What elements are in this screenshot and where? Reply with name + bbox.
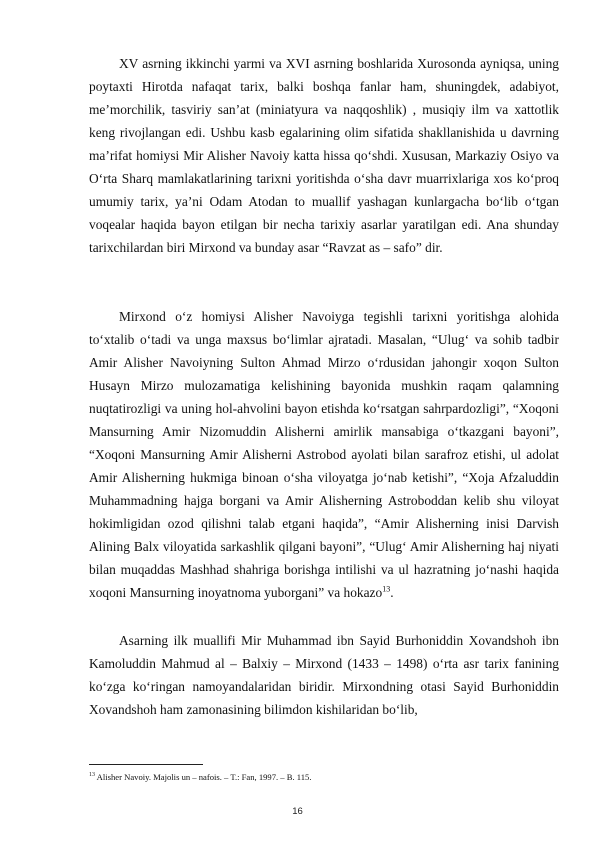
paragraph-3-block — [89, 629, 559, 721]
footnote-number: 13 — [89, 772, 95, 779]
page-number: 16 — [292, 806, 303, 817]
paragraph-2-end: . — [390, 585, 394, 600]
paragraph-1-block — [89, 52, 559, 259]
footnote — [89, 771, 559, 783]
footnote-reference[interactable]: 13 — [382, 584, 391, 594]
footnote-separator — [89, 764, 203, 765]
paragraph-2 — [89, 305, 559, 604]
paragraph-3: Asarning ilk muallifi Mir Muhammad ibn Sayid Burhoniddin Xovandshoh ibn Kamoluddin Mahmud al – Balxiy – Mirxond (1433 – 1498) o‘rta asr tarix fanining ko‘zga ko‘ringan namoyandalaridan biridir. Mirxondning otasi Sayid Burhoniddin Xovandshoh ham zamonasining bilimdon kishilaridan bo‘lib, — [89, 633, 559, 717]
paragraph-1: XV asrning ikkinchi yarmi va XVI asrning boshlarida Xurosonda ayniqsa, uning poytaxti Hirotda nafaqat tarix, balki boshqa fanlar ham, shuningdek, adabiyot, me’morchilik, tasviriy san’at (miniatyura va naqqoshlik) , musiqiy ilm va xattotlik keng rivojlangan edi. Ushbu kasb egalarining olim sifatida shakllanishida u davrning ma’rifat homiysi Mir Alisher Navoiy katta hissa qo‘shdi. Xususan, Markaziy Osiyo va O‘rta Sharq mamlakatlarining tarixni yoritishda o‘sha davr muarrixlariga xos ko‘proq umumiy tarix, ya’ni Odam Atodan to muallif yashagan kunlargacha bo‘lib o‘tgan voqealar haqida bayon etilgan bir necha tarixiy asarlar yaratilgan edi. Ana shunday tarixchilardan biri Mirxond va bunday asar “Ravzat as – safo” dir. — [89, 56, 559, 255]
footnote-text: Alisher Navoiy. Majolis un – nafois. – T.: Fan, 1997. – B. 115. — [95, 772, 312, 782]
paragraph-2-text: Mirxond o‘z homiysi Alisher Navoiyga tegishli tarixni yoritishga alohida to‘xtalib o‘tadi va unga maxsus bo‘limlar ajratadi. Masalan, “Ulug‘ va sohib tadbir Amir Alisher Navoiyning Sulton Ahmad Mirzo o‘rdusidan jahongir xoqon Sulton Husayn Mirzo mulozamatiga kelishining bayonida mushkin raqam qalamning nuqtatirozligi va uning hol-ahvolini bayon etishda ko‘rsatgan sahrpardozligi”, “Xoqoni Mansurning Amir Nizomuddin Alisherni amirlik mansabiga o‘tkazgani bayoni”, “Xoqoni Mansurning Amir Alisherni Astrobod ayolati bilan sarafroz etishi, ul adolat Amir Alisherning hukmiga binoan o‘sha viloyatga jo‘nab ketishi”, “Xoja Afzaluddin Muhammadning hajga borgani va Amir Alisherning Astroboddan kelib shu viloyat hokimligidan ozod qilishni talab etgani haqida”, “Amir Alisherning inisi Darvish Alining Balx viloyatida sarkashlik qilgani bayoni”, “Ulug‘ Amir Alisherning haj niyati bilan muqaddas Mashhad shahriga borishga intilishi va ul hazratning jo‘nashi haqida xoqoni Mansurning inoyatnoma yuborgani” va hokazo — [89, 309, 559, 600]
paragraph-2-block — [89, 305, 559, 604]
